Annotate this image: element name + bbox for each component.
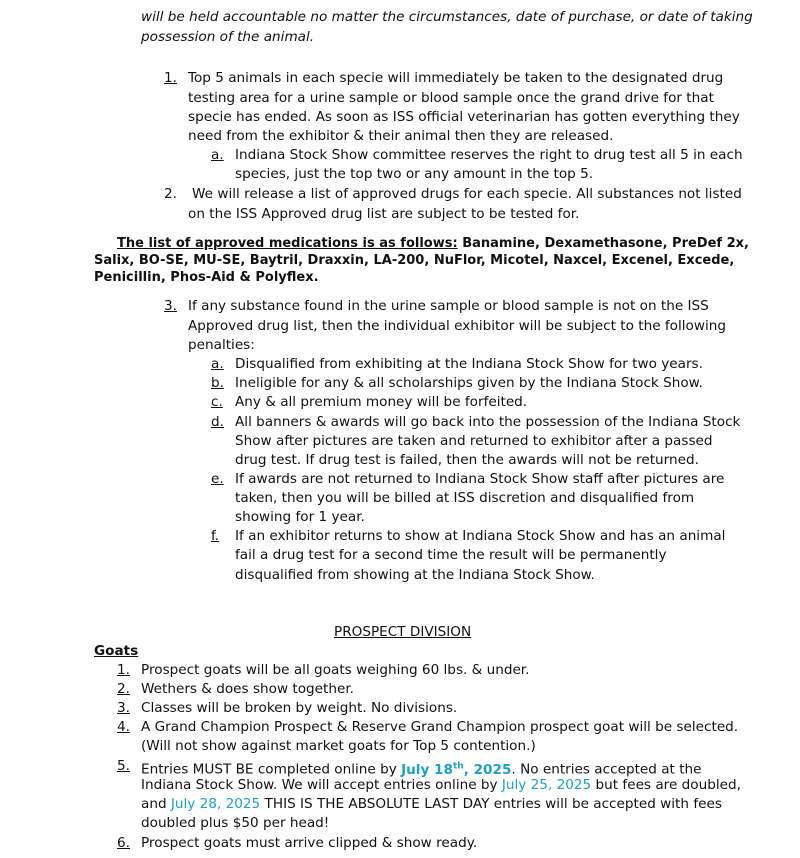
approved-meds-label: The list of approved medications is as follows:: [117, 236, 458, 251]
item-number: 6.: [117, 835, 130, 851]
rule-text: need from the exhibitor & their animal then they are released.: [188, 128, 614, 144]
penalty-label: c.: [211, 394, 223, 410]
item-text: Prospect goats will be all goats weighing 60 lbs. & under.: [141, 662, 530, 678]
item-text-segment: Indiana Stock Show. We will accept entries online by: [141, 777, 502, 793]
rule-text: penalties:: [188, 337, 255, 353]
subrule-text: species, just the top two or any amount in the top 5.: [235, 166, 594, 182]
rule-text: We will release a list of approved drugs for each specie. All substances not listed: [192, 186, 742, 202]
approved-meds-list: Banamine, Dexamethasone, PreDef 2x,: [462, 236, 749, 251]
rule-number: 2.: [164, 186, 177, 202]
item-text-segment: Entries MUST BE completed online by: [141, 761, 402, 778]
late-date: July 25, 2025: [501, 777, 592, 793]
penalty-text: fail a drug test for a second time the result will be permanently: [235, 547, 667, 563]
intro-line: possession of the animal.: [141, 29, 315, 45]
penalty-text: disqualified from showing at the Indiana Stock Show.: [235, 567, 595, 583]
item-number: 5.: [117, 758, 130, 774]
rule-number: 3.: [164, 298, 177, 314]
deadline-date: July 18th, 2025: [401, 761, 512, 778]
item-text: doubled plus $50 per head!: [141, 815, 330, 831]
rule-text: Approved drug list, then the individual exhibitor will be subject to the following: [188, 318, 726, 334]
penalty-label: f.: [211, 528, 220, 544]
penalty-text: If an exhibitor returns to show at Indiana Stock Show and has an animal: [235, 528, 726, 544]
rule-text: on the ISS Approved drug list are subject to be tested for.: [188, 206, 580, 222]
penalty-text: drug test. If drug test is failed, then the awards will not be returned.: [235, 452, 699, 468]
section-heading: PROSPECT DIVISION: [334, 624, 472, 640]
rule-text: specie has ended. As soon as ISS official veterinarian has gotten everything they: [188, 109, 740, 125]
item-text: Prospect goats must arrive clipped & show ready.: [141, 835, 478, 851]
rule-number: 1.: [164, 70, 177, 86]
item-number: 2.: [117, 681, 130, 697]
penalty-label: b.: [211, 375, 224, 391]
item-text-segment: but fees are doubled,: [591, 777, 741, 793]
penalty-text: Disqualified from exhibiting at the Indiana Stock Show for two years.: [235, 356, 703, 372]
subrule-label: a.: [211, 147, 224, 163]
penalty-text: showing for 1 year.: [235, 509, 365, 525]
penalty-text: All banners & awards will go back into the possession of the Indiana Stock: [235, 414, 741, 430]
penalty-text: Show after pictures are taken and returned to exhibitor after a passed: [235, 433, 713, 449]
penalty-label: e.: [211, 471, 224, 487]
penalty-label: d.: [211, 414, 224, 430]
penalty-text: Ineligible for any & all scholarships given by the Indiana Stock Show.: [235, 375, 703, 391]
item-text: [141, 795, 722, 814]
intro-line: will be held accountable no matter the circumstances, date of purchase, or date of taking: [141, 9, 753, 25]
item-text-segment: . No entries accepted at the: [511, 761, 702, 778]
penalty-text: If awards are not returned to Indiana Stock Show staff after pictures are: [235, 471, 725, 487]
penalty-text: taken, then you will be billed at ISS discretion and disqualified from: [235, 490, 695, 506]
approved-meds-list: Salix, BO-SE, MU-SE, Baytril, Draxxin, LA-200, NuFlor, Micotel, Naxcel, Excenel, Excede,: [94, 253, 735, 268]
item-number: 3.: [117, 700, 130, 716]
penalty-label: a.: [211, 356, 224, 372]
item-number: 1.: [117, 662, 130, 678]
approved-meds-list: Penicillin, Phos-Aid & Polyflex.: [94, 270, 319, 285]
item-text-segment: and: [141, 796, 171, 812]
penalty-text: Any & all premium money will be forfeited.: [235, 394, 528, 410]
item-text: [141, 776, 741, 795]
item-text: Wethers & does show together.: [141, 681, 355, 697]
rule-text: If any substance found in the urine sample or blood sample is not on the ISS: [188, 298, 709, 314]
item-text: (Will not show against market goats for Top 5 contention.): [141, 738, 536, 754]
subrule-text: Indiana Stock Show committee reserves the right to drug test all 5 in each: [235, 147, 743, 163]
rule-text: testing area for a urine sample or blood sample once the grand drive for that: [188, 90, 714, 106]
section-subheading: Goats: [94, 643, 139, 659]
rule-text: Top 5 animals in each specie will immediately be taken to the designated drug: [188, 70, 724, 86]
item-text-segment: THIS IS THE ABSOLUTE LAST DAY entries will be accepted with fees: [260, 796, 722, 812]
item-text: A Grand Champion Prospect & Reserve Grand Champion prospect goat will be selected.: [141, 719, 739, 735]
item-number: 4.: [117, 719, 130, 735]
final-date: July 28, 2025: [170, 796, 261, 812]
item-text: Classes will be broken by weight. No divisions.: [141, 700, 458, 716]
